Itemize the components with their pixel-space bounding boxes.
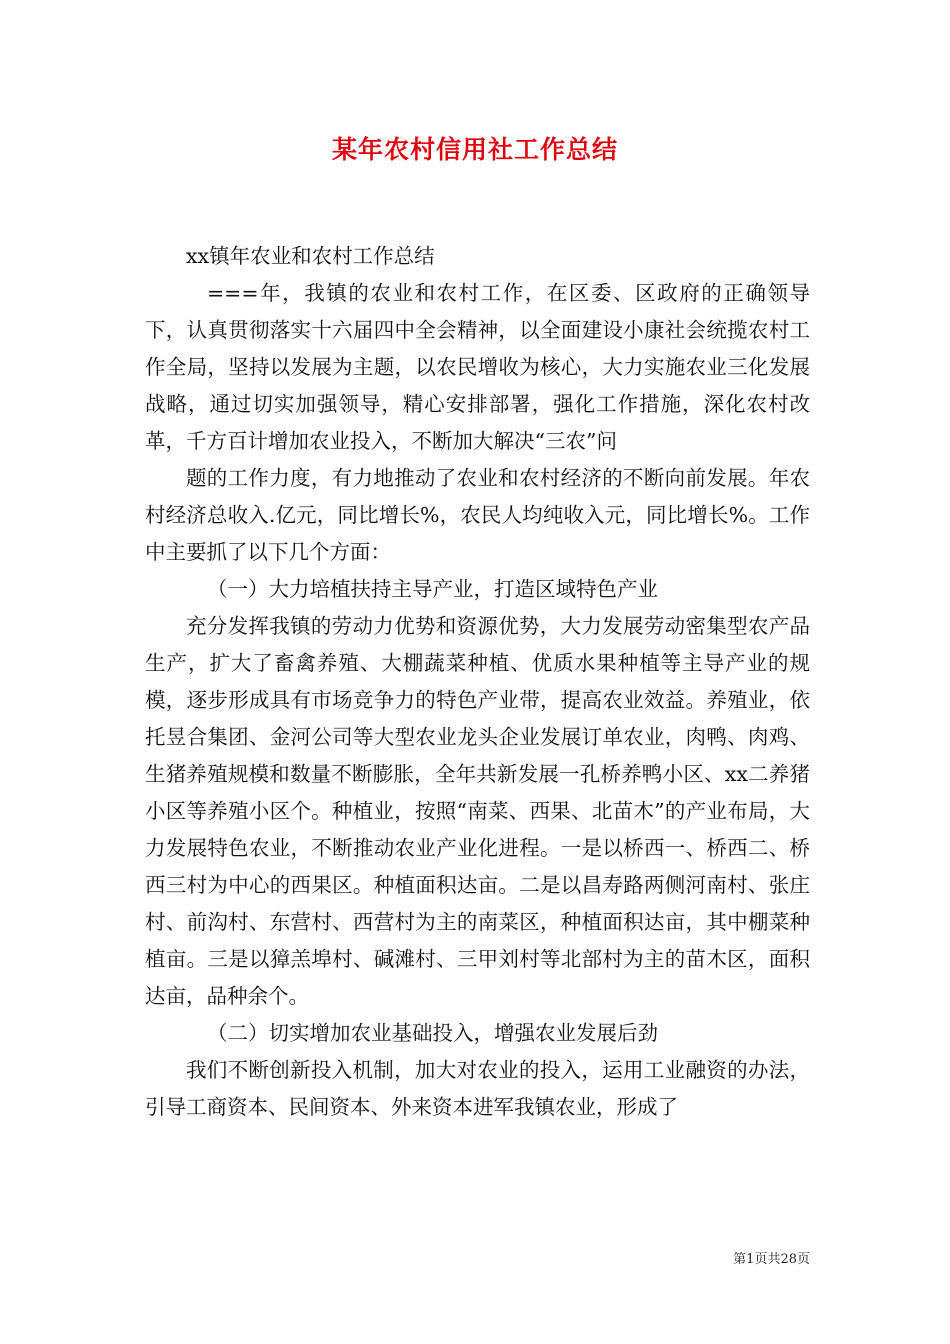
paragraph-summary: 题的工作力度，有力地推动了农业和农村经济的不断向前发展。年农村经济总收入.亿元，同比增长%，农民人均纯收入元，同比增长%。工作中主要抓了以下几个方面： [145,466,810,564]
page-footer: 第1页共28页 [733,1252,810,1267]
paragraph-subtitle: xx镇年农业和农村工作总结 [186,244,435,268]
paragraph-intro: ===年，我镇的农业和农村工作，在区委、区政府的正确领导下，认真贯彻落实十六届四中全会精神，以全面建设小康社会统揽农村工作全局，坚持以发展为主题，以农民增收为核心，大力实施农业三化发展战略，通过切实加强领导，精心安排部署，强化工作措施，深化农村改革，千方百计增加农业投入，不断加大解决“三农”问 [145,281,810,453]
document-body [145,238,810,1126]
section-heading-2: （二）切实增加农业基础投入，增强农业发展后劲 [207,1021,658,1045]
paragraph-section-1: 充分发挥我镇的劳动力优势和资源优势，大力发展劳动密集型农产品生产，扩大了畜禽养殖、大棚蔬菜种植、优质水果种植等主导产业的规模，逐步形成具有市场竞争力的特色产业带，提高农业效益。养殖业，依托昱合集团、金河公司等大型农业龙头企业发展订单农业，肉鸭、肉鸡、生猪养殖规模和数量不断膨胀，全年共新发展一孔桥养鸭小区、xx二养猪小区等养殖小区个。种植业，按照“南菜、西果、北苗木”的产业布局，大力发展特色农业，不断推动农业产业化进程。一是以桥西一、桥西二、桥西三村为中心的西果区。种植面积达亩。二是以昌寿路两侧河南村、张庄村、前沟村、东营村、西营村为主的南菜区，种植面积达亩，其中棚菜种植亩。三是以獐羔埠村、碱滩村、三甲刘村等北部村为主的苗木区，面积达亩，品种余个。 [145,614,810,1008]
paragraph-section-2: 我们不断创新投入机制，加大对农业的投入，运用工业融资的办法，引导工商资本、民间资本、外来资本进军我镇农业，形成了 [145,1058,810,1119]
section-heading-1: （一）大力培植扶持主导产业，打造区域特色产业 [207,577,658,601]
document-title: 某年农村信用社工作总结 [331,135,618,164]
